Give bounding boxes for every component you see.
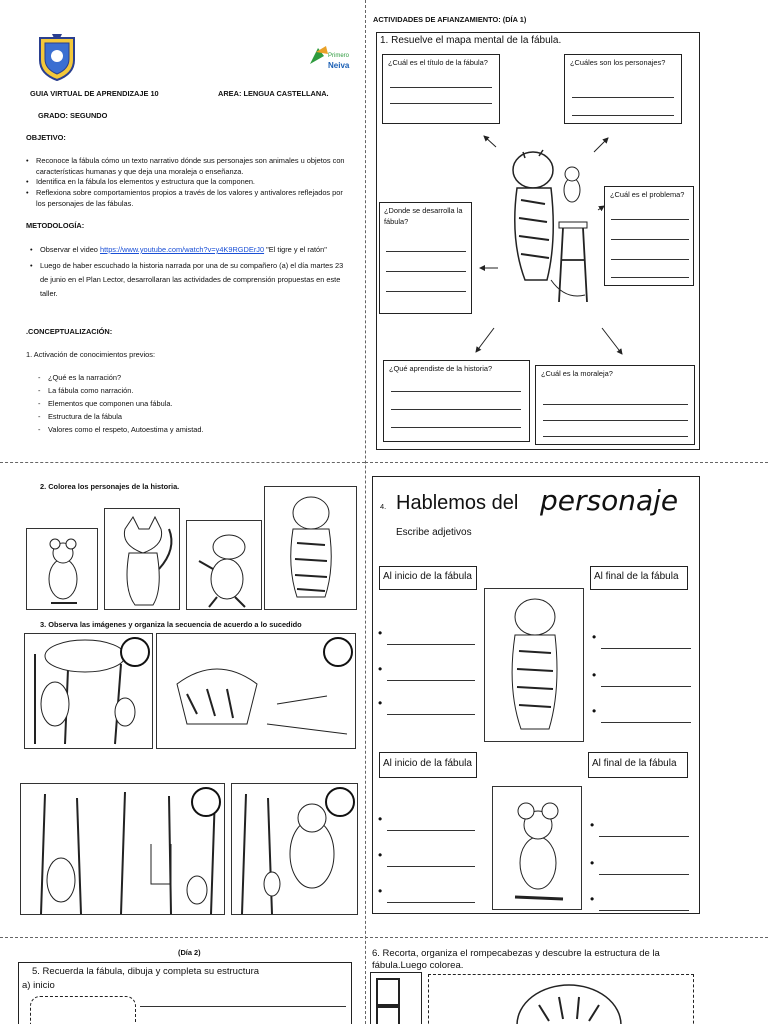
sequence-scene-1 [24, 633, 153, 749]
svg-text:Primero: Primero [328, 53, 350, 59]
mouse-start-bullet: • [378, 812, 383, 826]
primero-neiva-logo [306, 44, 358, 74]
methodology-title: METODOLOGÍA: [26, 221, 85, 230]
concept-item: - Elementos que componen una fábula. [38, 398, 338, 411]
school-shield-logo [36, 32, 78, 82]
concept-list [38, 372, 338, 437]
puzzle-piece-box [370, 972, 422, 1024]
mouse-end-bullet: • [590, 856, 595, 870]
sequence-scene-2 [156, 633, 356, 749]
day2-title: (Día 2) [178, 948, 201, 957]
mouse-end-bullet: • [590, 892, 595, 906]
horizontal-divider-bottom [0, 937, 768, 938]
problem-question-box: ¿Cuál es el problema? [604, 186, 694, 286]
mindmap-arrows [376, 32, 700, 450]
characters-question-box: ¿Cuáles son los personajes? [564, 54, 682, 124]
sequence-scene-4 [231, 783, 358, 915]
puzzle-cut-area[interactable] [428, 974, 694, 1024]
tiger-picture [264, 486, 357, 610]
objective-title: OBJETIVO: [26, 133, 66, 142]
methodology-item: • Observar el video https://www.youtube.com/watch?v=y4K9RGDErJ0 "El tigre y el ratón" [30, 243, 352, 257]
tiger-start-bullet: • [378, 696, 383, 710]
svg-text:Neiva: Neiva [328, 61, 350, 70]
tiger-start-bullet: • [378, 626, 383, 640]
vertical-divider [365, 0, 366, 1024]
mouse-start-bullet: • [378, 884, 383, 898]
objective-list [26, 156, 348, 210]
mouse-start-bullet: • [378, 848, 383, 862]
tiger-start-label: Al inicio de la fábula [379, 566, 477, 590]
where-question-box: ¿Donde se desarrolla la fábula? [379, 202, 472, 314]
section5-title: 5. Recuerda la fábula, dibuja y completa su estructura [32, 966, 260, 977]
order-circle[interactable] [191, 787, 221, 817]
moral-question-box: ¿Cuál es la moraleja? [535, 365, 695, 445]
horizontal-divider-left [0, 462, 365, 463]
activities-title: ACTIVIDADES DE AFIANZAMIENTO: (DÍA 1) [373, 15, 527, 24]
mouse-picture [26, 528, 98, 610]
horizontal-divider-right [365, 462, 768, 463]
mindmap-title: 1. Resuelve el mapa mental de la fábula. [380, 35, 562, 46]
tiger-end-bullet: • [592, 668, 597, 682]
learned-question-box: ¿Qué aprendiste de la historia? [383, 360, 530, 442]
fox-picture [104, 508, 180, 610]
tiger-adjective-picture [484, 588, 584, 742]
mouse-end-label: Al final de la fábula [588, 752, 688, 778]
tiger-end-bullet: • [592, 630, 597, 644]
concept-item: - Estructura de la fábula [38, 411, 338, 424]
section2-title: 2. Colorea los personajes de la historia. [40, 482, 180, 491]
section4-title-b: personaje [540, 484, 679, 517]
objective-item: • Reflexiona sobre comportamientos propios a través de los valores y antivalores reflejados por los personajes de las fábulas. [26, 188, 348, 209]
guide-title: GUIA VIRTUAL DE APRENDIZAJE 10 [30, 89, 159, 98]
section4-subtitle: Escribe adjetivos [396, 527, 472, 538]
methodology-list [30, 243, 352, 301]
section3-title: 3. Observa las imágenes y organiza la secuencia de acuerdo a lo sucedido [40, 620, 302, 629]
pig-picture [186, 520, 262, 610]
concept-item: - ¿Qué es la narración? [38, 372, 338, 385]
section5-start-label: a) inicio [22, 980, 55, 991]
tiger-end-bullet: • [592, 704, 597, 718]
order-circle[interactable] [120, 637, 150, 667]
mouse-end-bullet: • [590, 818, 595, 832]
order-circle[interactable] [323, 637, 353, 667]
drawing-frame[interactable] [30, 996, 136, 1024]
section4-number: 4. [380, 502, 387, 511]
conceptualization-title: .CONCEPTUALIZACIÓN: [26, 327, 113, 336]
section4-title-a: Hablemos del [396, 492, 519, 514]
tiger-end-label: Al final de la fábula [590, 566, 688, 590]
objective-item: • Reconoce la fábula cómo un texto narrativo dónde sus personajes son animales u objetos con características humanas y que deja una moraleja o enseñanza. [26, 156, 348, 177]
mouse-adjective-picture [492, 786, 582, 910]
tiger-start-bullet: • [378, 662, 383, 676]
objective-item: • Identifica en la fábula los elementos y estructura que la componen. [26, 177, 348, 188]
sequence-scene-3 [20, 783, 225, 915]
concept-item: - La fábula como narración. [38, 385, 338, 398]
area-label: AREA: LENGUA CASTELLANA. [218, 89, 329, 98]
order-circle[interactable] [325, 787, 355, 817]
title-question-box: ¿Cuál es el título de la fábula? [382, 54, 500, 124]
mouse-start-label: Al inicio de la fábula [379, 752, 477, 778]
grade-label: GRADO: SEGUNDO [38, 111, 108, 120]
methodology-item: • Luego de haber escuchado la historia narrada por una de su compañero (a) el día martes 23 de junio en el Plan Lector, desarrollaran las actividades de comprensión propuestas en este taller. [30, 259, 352, 301]
video-link[interactable]: https://www.youtube.com/watch?v=y4K9RGDErJ0 [99, 245, 265, 254]
section6-title: 6. Recorta, organiza el rompecabezas y descubre la estructura de la fábula.Luego colorea. [372, 948, 660, 972]
concept-item: - Valores como el respeto, Autoestima y amistad. [38, 424, 338, 437]
conceptualization-subtitle: 1. Activación de conocimientos previos: [26, 350, 155, 359]
